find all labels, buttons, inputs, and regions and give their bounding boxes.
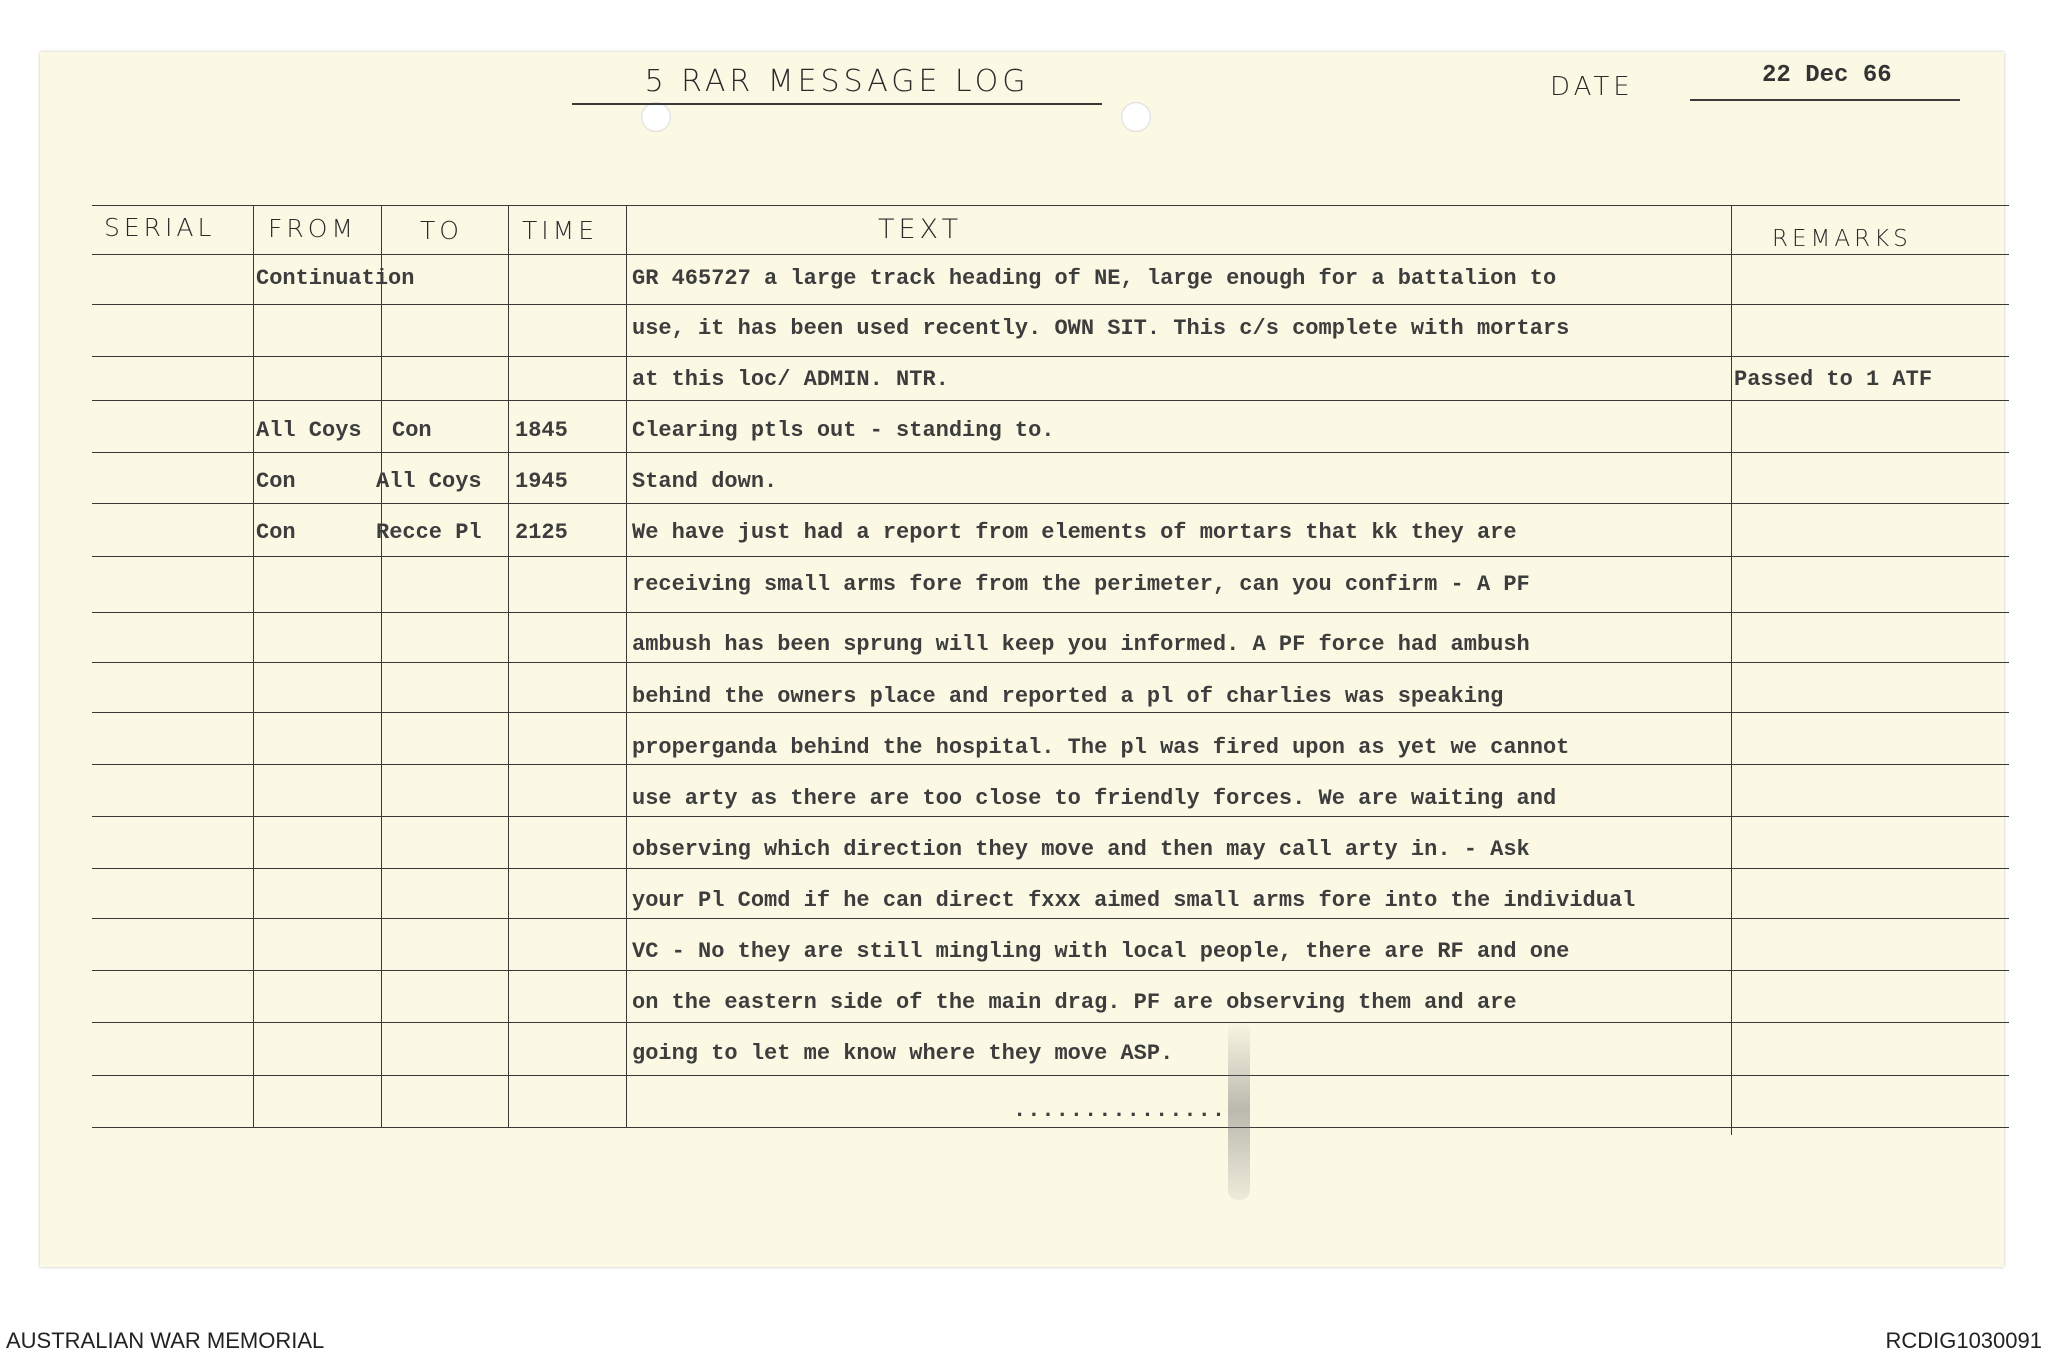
entry-from: Con — [256, 469, 296, 494]
entry-from: All Coys — [256, 418, 362, 443]
entry-text-line: observing which direction they move and then may call arty in. - Ask — [632, 837, 1530, 862]
entry-text-line: going to let me know where they move ASP. — [632, 1041, 1174, 1066]
punch-hole-left — [641, 102, 671, 132]
entry-text-line: at this loc/ ADMIN. NTR. — [632, 367, 949, 392]
entry-time: 1945 — [515, 469, 568, 494]
entry-to: All Coys — [376, 469, 482, 494]
ink-smudge — [1228, 1020, 1250, 1200]
entry-text-line: properganda behind the hospital. The pl was fired upon as yet we cannot — [632, 735, 1570, 760]
entry-text-line: on the eastern side of the main drag. PF are observing them and are — [632, 990, 1517, 1015]
footer-source: AUSTRALIAN WAR MEMORIAL — [6, 1328, 325, 1353]
entry-from: Con — [256, 520, 296, 545]
entry-text-line: use arty as there are too close to friendly forces. We are waiting and — [632, 786, 1557, 811]
entry-text-line: Stand down. — [632, 469, 778, 494]
entry-text-line: use, it has been used recently. OWN SIT. This c/s complete with mortars — [632, 316, 1570, 341]
entry-text-line: We have just had a report from elements of mortars that kk they are — [632, 520, 1517, 545]
date-label: DATE — [1550, 72, 1634, 102]
date-value: 22 Dec 66 — [1690, 62, 1960, 101]
entry-text-line: receiving small arms fore from the perimeter, can you confirm - A PF — [632, 572, 1530, 597]
column-header-serial: SERIAL — [104, 213, 216, 242]
entry-text-line: Clearing ptls out - standing to. — [632, 418, 1055, 443]
entry-text-line: GR 465727 a large track heading of NE, large enough for a battalion to — [632, 266, 1557, 291]
punch-hole-right — [1121, 102, 1151, 132]
entry-from: Continuation — [256, 266, 415, 291]
entry-time: 2125 — [515, 520, 568, 545]
column-header-to: TO — [420, 216, 463, 245]
page-title: 5 RAR MESSAGE LOG — [572, 64, 1102, 105]
entry-text-line: your Pl Comd if he can direct fxxx aimed small arms fore into the individual — [632, 888, 1636, 913]
column-header-text: TEXT — [878, 214, 963, 245]
column-header-time: TIME — [522, 216, 599, 245]
entry-to: Con — [392, 418, 432, 443]
entry-text-line: VC - No they are still mingling with local people, there are RF and one — [632, 939, 1570, 964]
entry-text-line: behind the owners place and reported a pl of charlies was speaking — [632, 684, 1504, 709]
column-header-from: FROM — [268, 214, 357, 243]
entry-remarks: Passed to 1 ATF — [1734, 367, 1933, 392]
column-header-remarks: REMARKS — [1772, 226, 1912, 252]
end-of-entry-marker: ............... — [1013, 1098, 1227, 1123]
entry-text-line: ambush has been sprung will keep you informed. A PF force had ambush — [632, 632, 1530, 657]
entry-to: Recce Pl — [376, 520, 482, 545]
entry-time: 1845 — [515, 418, 568, 443]
footer-id: RCDIG1030091 — [1885, 1328, 2042, 1353]
